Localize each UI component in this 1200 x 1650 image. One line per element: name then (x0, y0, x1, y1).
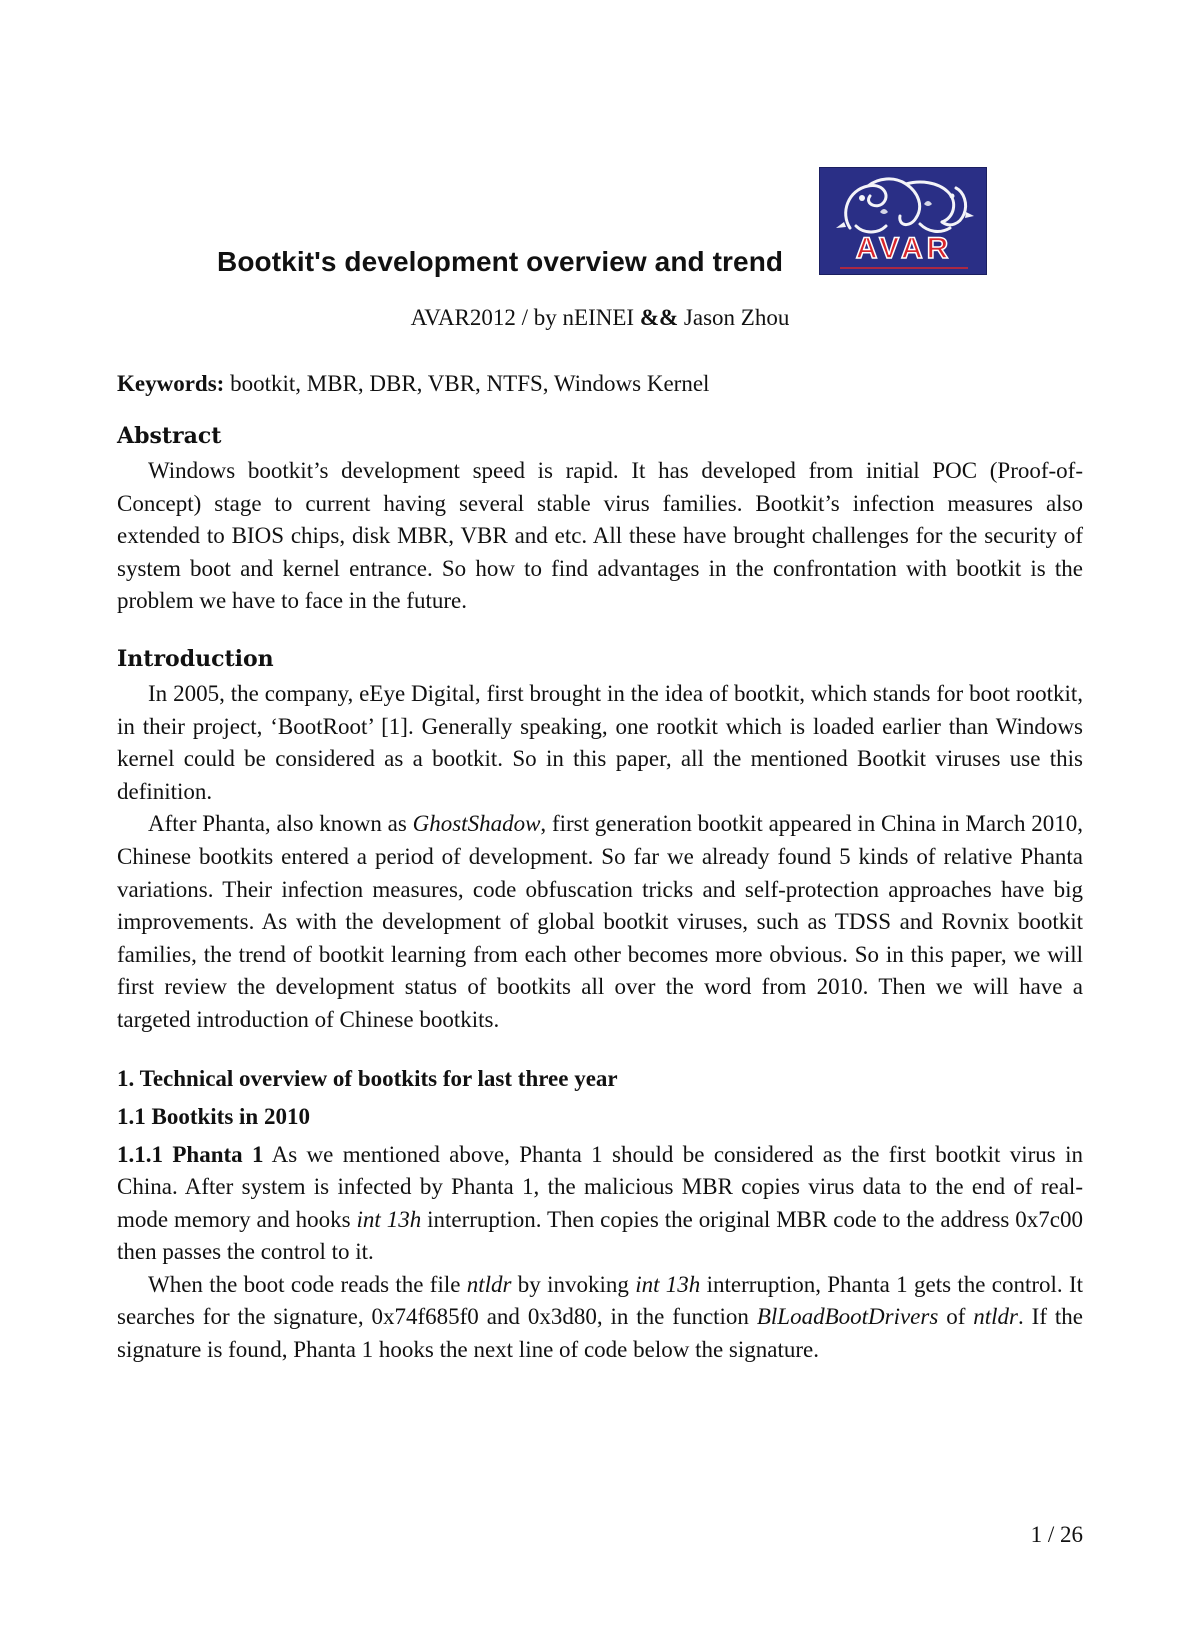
paper-title: Bootkit's development overview and trend (217, 246, 784, 277)
s1-p2-text-d: of (938, 1304, 974, 1330)
avar-logo (819, 167, 987, 275)
s1-p2-em-2: int 13h (635, 1271, 701, 1297)
abstract-paragraph: Windows bootkit’s development speed is rapid. It has developed from initial POC (Proof-of-Concept) stage to current having several stable virus families. Bootkit’s infection measures also extended to BIOS chips, disk MBR, VBR and etc. All these have brought challenges for the security of system boot and kernel entrance. So how to find advantages in the confrontation with bootkit is the problem we have to face in the future. (117, 458, 1083, 614)
byline-ampersand: && (639, 305, 679, 330)
s1-p2-em-3: BlLoadBootDrivers (756, 1304, 939, 1330)
dragon-emblem-icon (820, 168, 987, 275)
paper-body (117, 368, 1083, 1367)
s1-p2-em-4: ntldr (973, 1304, 1019, 1330)
intro-p2-emphasis: GhostShadow (412, 811, 541, 837)
intro-p2-text-a: After Phanta, also known as (148, 811, 413, 837)
intro-p2-text-b: , first generation bootkit appeared in China in March 2010, Chinese bootkits entered a period of development. So far we already found 5 kinds of relative Phanta variations. Their infection measures, code obfuscation tricks and self-protection approaches have big improvements. As with the development of global bootkit viruses, such as TDSS and Rovnix bootkit families, the trend of bootkit learning from each other becomes more obvious. So in this paper, we will first review the development status of bootkits all over the word from 2010. Then we will have a targeted introduction of Chinese bootkits. (117, 811, 1083, 1032)
section-1-1-1-paragraph-2 (117, 1269, 1083, 1367)
avar-logo-text: AVAR (855, 232, 953, 265)
section-1-1-1-lead: 1.1.1 Phanta 1 (117, 1141, 264, 1167)
introduction-paragraph-1: In 2005, the company, eEye Digital, first brought in the idea of bootkit, which stands for boot rootkit, in their project, ‘BootRoot’ [1]. Generally speaking, one rootkit which is loaded earlier than Windows kernel could be considered as a bootkit. So in this paper, all the mentioned Bootkit viruses use this definition. (117, 680, 1083, 804)
s1-p1-text-b: interruption. Then copies the original MBR code to the address 0x7c00 then passes the control to it. (117, 1206, 1083, 1265)
s1-p2-text-a: When the boot code reads the file (148, 1271, 467, 1297)
s1-p1-text-a: As we mentioned above, Phanta 1 should be considered as the first bootkit virus in China. After system is infected by Phanta 1, the malicious MBR copies virus data to the end of real-mode memory and hooks (117, 1141, 1083, 1232)
s1-p2-em-1: ntldr (466, 1271, 512, 1297)
s1-p2-text-b: by invoking (511, 1271, 636, 1297)
keywords-line (117, 368, 1083, 400)
section-1-1-heading: 1.1 Bootkits in 2010 (117, 1103, 310, 1129)
introduction-paragraph-2 (117, 808, 1083, 1036)
introduction-heading: Introduction (117, 645, 274, 672)
page-number: 1 / 26 (1030, 1522, 1083, 1547)
section-1-heading: 1. Technical overview of bootkits for last three year (117, 1065, 618, 1091)
byline-prefix: AVAR2012 / by nEINEI (410, 305, 640, 330)
s1-p2-text-c: interruption, Phanta 1 gets the control. It searches for the signature, 0x74f685f0 and 0x3d80, in the function (117, 1271, 1084, 1330)
keywords-text: bootkit, MBR, DBR, VBR, NTFS, Windows Kernel (224, 371, 710, 396)
author-byline (0, 305, 1200, 331)
abstract-heading: Abstract (117, 423, 222, 449)
s1-p1-emphasis: int 13h (356, 1206, 422, 1232)
byline-suffix: Jason Zhou (678, 305, 790, 330)
keywords-label: Keywords: (117, 371, 225, 396)
s1-p2-text-e: . If the signature is found, Phanta 1 hooks the next line of code below the signature. (117, 1304, 1083, 1363)
section-1-1-1-paragraph (117, 1139, 1083, 1269)
